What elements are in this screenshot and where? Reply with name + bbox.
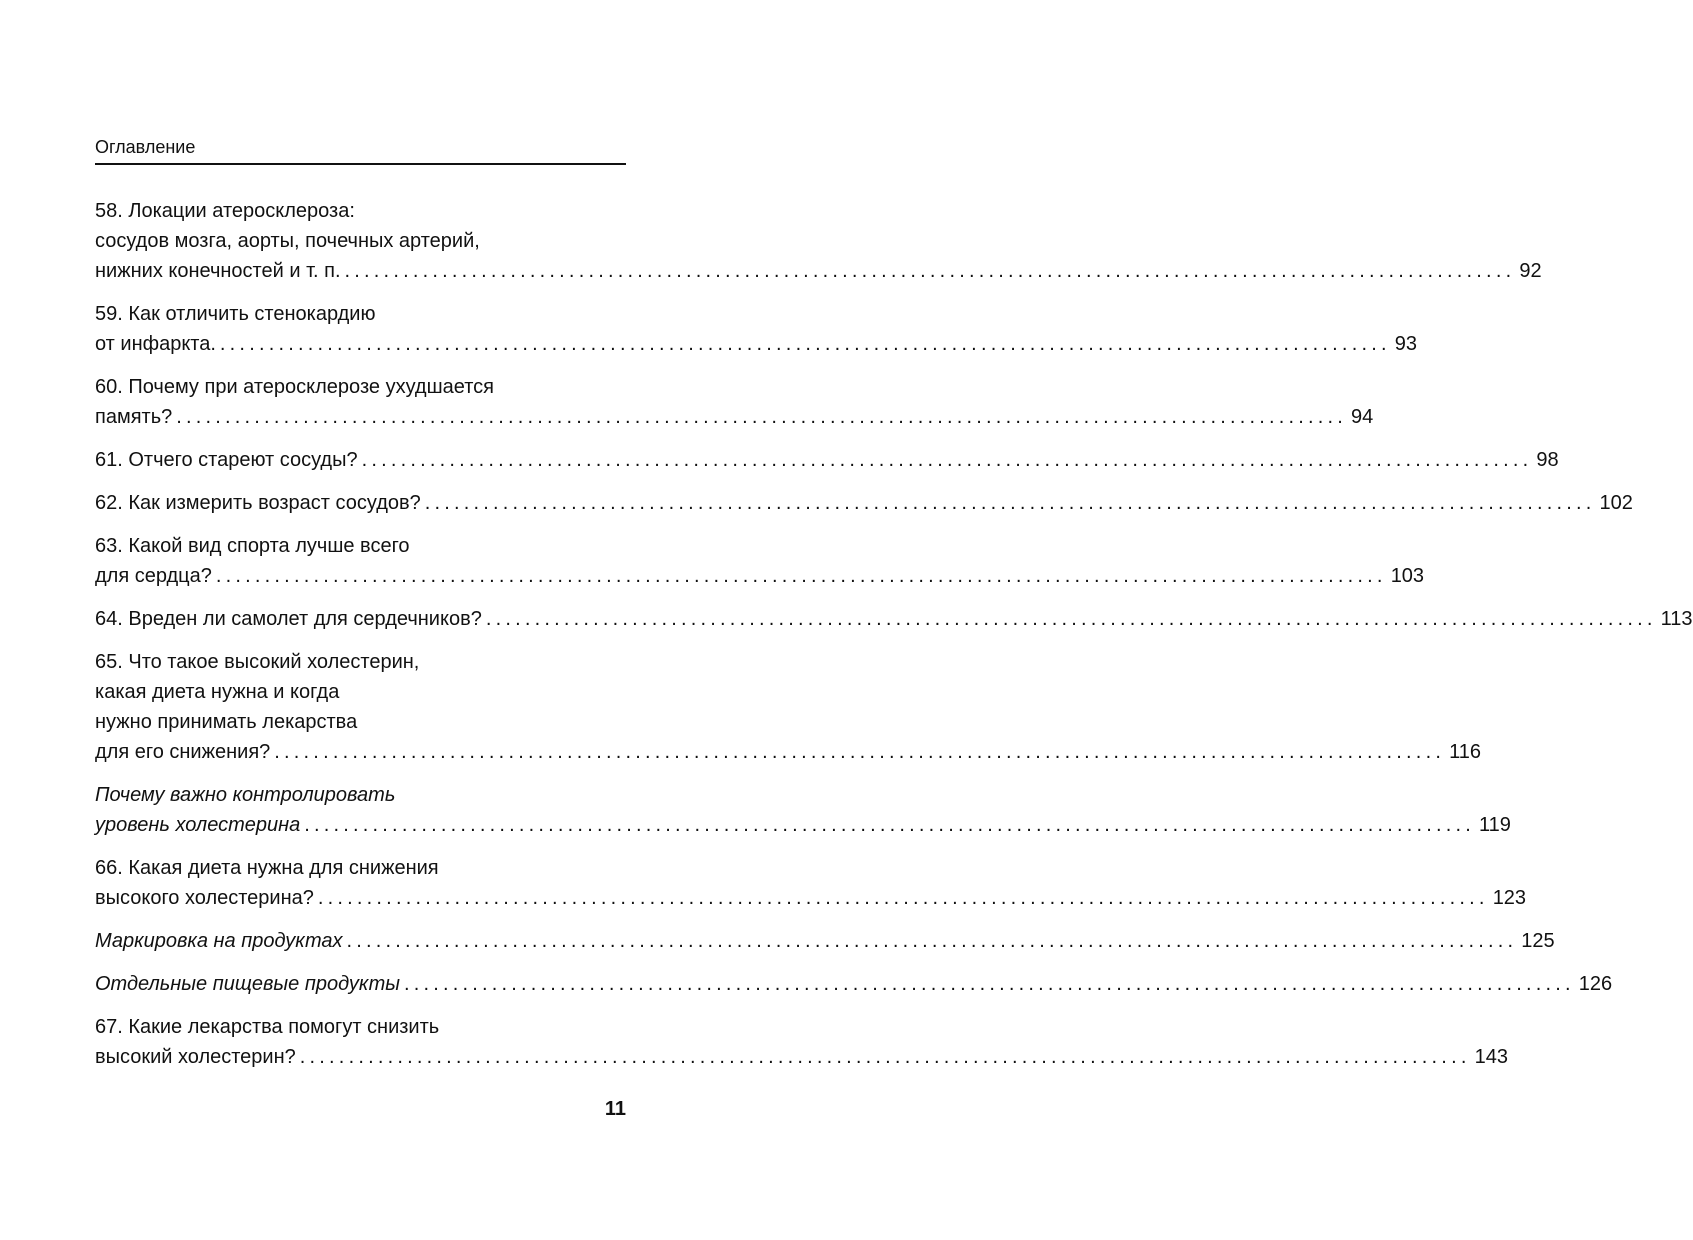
toc-page-number: 116 xyxy=(1449,741,1481,763)
toc-entry xyxy=(95,1012,1508,1072)
toc-page-number: 123 xyxy=(1492,887,1527,909)
toc-entry-line: 63. Какой вид спорта лучше всего xyxy=(95,535,410,557)
toc-page-number: 103 xyxy=(1390,565,1425,587)
dot-leader: ........................................................................................................................ xyxy=(424,492,1596,514)
dot-leader: ........................................................................................................................ xyxy=(176,406,1348,428)
dot-leader: ........................................................................................................................ xyxy=(346,930,1518,952)
toc-page-number: 126 xyxy=(1578,973,1613,995)
toc-entry-title: 62. Как измерить возраст сосудов? xyxy=(95,492,421,514)
toc-entry-line: 58. Локации атеросклероза: xyxy=(95,200,355,222)
dot-leader: ........................................................................................................................ xyxy=(403,973,1575,995)
toc-entry-title: высокого холестерина? xyxy=(95,887,314,909)
toc-page-number: 125 xyxy=(1521,930,1555,952)
toc-page-number: 102 xyxy=(1599,492,1633,514)
toc-entry xyxy=(95,647,1481,767)
dot-leader: ........................................................................................................................ xyxy=(317,887,1489,909)
toc-entry-title: память? xyxy=(95,406,173,428)
toc-entry-title: 61. Отчего стареют сосуды? xyxy=(95,449,358,471)
dot-leader: ........................................................................................................................ xyxy=(361,449,1533,471)
table-of-contents xyxy=(95,196,1693,1085)
toc-entry-title: от инфаркта. xyxy=(95,333,216,355)
toc-entry-line: сосудов мозга, аорты, почечных артерий, xyxy=(95,230,480,252)
header-divider xyxy=(95,163,626,165)
dot-leader: ........................................................................................................................ xyxy=(219,333,1391,355)
page-number: 11 xyxy=(604,1098,626,1120)
toc-entry-line: 59. Как отличить стенокардию xyxy=(95,303,376,325)
toc-entry-last-line xyxy=(95,488,1633,518)
dot-leader: ........................................................................................................................ xyxy=(215,565,1387,587)
toc-entry xyxy=(95,445,1559,475)
toc-entry-last-line xyxy=(95,402,1374,432)
toc-entry-last-line xyxy=(95,926,1555,956)
toc-entry xyxy=(95,488,1633,518)
toc-entry xyxy=(95,969,1613,999)
toc-page-number: 119 xyxy=(1479,814,1511,836)
toc-entry-last-line xyxy=(95,561,1425,591)
toc-entry-title: для его снижения? xyxy=(95,741,271,763)
toc-entry-line: какая диета нужна и когда xyxy=(95,681,340,703)
dot-leader: ........................................................................................................................ xyxy=(304,814,1476,836)
toc-entry-title: уровень холестерина xyxy=(95,814,301,836)
toc-page-number: 94 xyxy=(1351,406,1374,428)
toc-page-number: 98 xyxy=(1536,449,1559,471)
toc-entry-line: 65. Что такое высокий холестерин, xyxy=(95,651,420,673)
dot-leader: ........................................................................................................................ xyxy=(274,741,1446,763)
toc-page-number: 113 xyxy=(1660,608,1693,630)
toc-entry-title: Отдельные пищевые продукты xyxy=(95,973,400,995)
toc-entry-last-line xyxy=(95,737,1481,767)
toc-entry-last-line xyxy=(95,969,1613,999)
toc-entry-line: нужно принимать лекарства xyxy=(95,711,358,733)
toc-entry-title: Маркировка на продуктах xyxy=(95,930,343,952)
toc-entry-line: 66. Какая диета нужна для снижения xyxy=(95,857,439,879)
toc-entry-line: Почему важно контролировать xyxy=(95,784,396,806)
toc-entry xyxy=(95,780,1511,840)
toc-entry xyxy=(95,531,1425,591)
toc-entry-last-line xyxy=(95,329,1417,359)
toc-entry xyxy=(95,372,1374,432)
toc-entry-title: для сердца? xyxy=(95,565,212,587)
toc-entry-title: нижних конечностей и т. п. xyxy=(95,260,341,282)
toc-page-number: 92 xyxy=(1519,260,1542,282)
dot-leader: ........................................................................................................................ xyxy=(299,1046,1471,1068)
toc-entry xyxy=(95,926,1555,956)
toc-page-number: 143 xyxy=(1474,1046,1508,1068)
toc-entry-last-line xyxy=(95,1042,1508,1072)
toc-entry xyxy=(95,196,1542,286)
toc-entry-last-line xyxy=(95,604,1693,634)
toc-page-number: 93 xyxy=(1394,333,1417,355)
page-header: Оглавление xyxy=(95,137,196,157)
dot-leader: ........................................................................................................................ xyxy=(344,260,1516,282)
toc-entry-last-line xyxy=(95,256,1542,286)
toc-entry-title: 64. Вреден ли самолет для сердечников? xyxy=(95,608,482,630)
toc-entry xyxy=(95,853,1527,913)
dot-leader: ........................................................................................................................ xyxy=(485,608,1657,630)
toc-entry xyxy=(95,604,1693,634)
toc-entry-line: 67. Какие лекарства помогут снизить xyxy=(95,1016,440,1038)
toc-entry-last-line xyxy=(95,810,1511,840)
toc-entry-title: высокий холестерин? xyxy=(95,1046,296,1068)
toc-entry-last-line xyxy=(95,445,1559,475)
toc-entry-last-line xyxy=(95,883,1527,913)
toc-entry xyxy=(95,299,1417,359)
toc-entry-line: 60. Почему при атеросклерозе ухудшается xyxy=(95,376,494,398)
